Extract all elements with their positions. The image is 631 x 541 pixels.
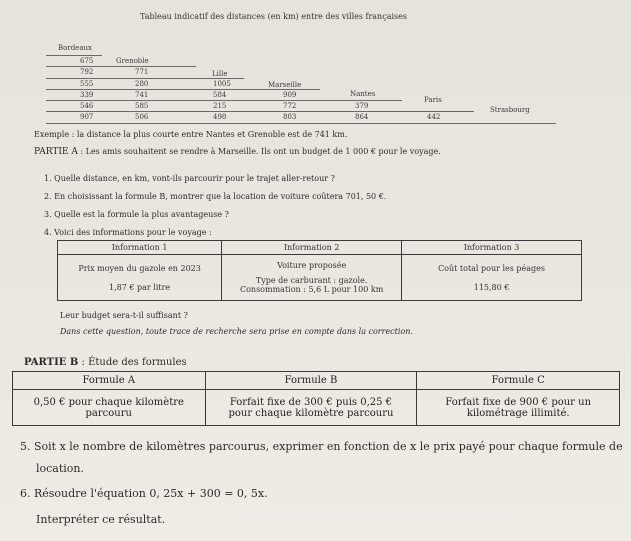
distance-cell: 675 bbox=[80, 57, 94, 65]
formula-c-cell bbox=[417, 390, 620, 426]
car-label: Voiture proposée bbox=[277, 261, 347, 270]
info-header: Information 2 bbox=[222, 241, 402, 255]
formula-c-line1: Forfait fixe de 900 € pour un bbox=[445, 396, 592, 408]
formula-table bbox=[12, 371, 620, 426]
city-label: Grenoble bbox=[116, 57, 149, 65]
formula-b-cell bbox=[205, 390, 417, 426]
part-a-label: PARTIE A bbox=[34, 147, 78, 157]
formula-b-line1: Forfait fixe de 300 € puis 0,25 € bbox=[229, 396, 393, 408]
distance-cell: 772 bbox=[283, 102, 297, 110]
distance-cell: 741 bbox=[135, 91, 149, 99]
city-label: Strasbourg bbox=[490, 106, 530, 114]
budget-question: Leur budget sera-t-il suffisant ? bbox=[60, 311, 188, 320]
fuel-price-value: 1,87 € par litre bbox=[109, 282, 171, 292]
part-a-intro bbox=[34, 147, 441, 157]
info-cell bbox=[402, 255, 582, 301]
part-b-heading bbox=[24, 357, 187, 368]
city-label: Nantes bbox=[350, 90, 376, 98]
question-6: 6. Résoudre l'équation 0, 25x + 300 = 0, 5x. bbox=[20, 487, 268, 500]
distance-cell: 442 bbox=[427, 113, 441, 121]
formula-b-line2: pour chaque kilomètre parcouru bbox=[228, 407, 394, 419]
distance-cell: 498 bbox=[213, 113, 227, 121]
distance-cell: 584 bbox=[213, 91, 227, 99]
distance-cell: 792 bbox=[80, 68, 94, 76]
formula-header: Formule C bbox=[417, 372, 620, 390]
city-label: Paris bbox=[424, 96, 442, 104]
city-label: Lille bbox=[212, 70, 228, 78]
fuel-type: Type de carburant : gazole. bbox=[255, 276, 368, 285]
part-b-title: : Étude des formules bbox=[78, 357, 187, 368]
question-4: 4. Voici des informations pour le voyage : bbox=[44, 228, 212, 237]
distance-cell: 280 bbox=[135, 80, 149, 88]
example-text: Exemple : la distance la plus courte entre Nantes et Grenoble est de 741 km. bbox=[34, 130, 348, 139]
formula-header: Formule A bbox=[13, 372, 206, 390]
distance-cell: 864 bbox=[355, 113, 369, 121]
info-table bbox=[57, 240, 582, 301]
formula-a-line2: parcouru bbox=[85, 407, 132, 419]
question-6-interpret: Interpréter ce résultat. bbox=[36, 513, 166, 526]
tolls-label: Coût total pour les péages bbox=[438, 263, 546, 273]
formula-a-cell bbox=[13, 390, 206, 426]
distance-cell: 771 bbox=[135, 68, 149, 76]
formula-a-line1: 0,50 € pour chaque kilomètre bbox=[33, 396, 184, 408]
question-1: 1. Quelle distance, en km, vont-ils parcourir pour le trajet aller-retour ? bbox=[44, 174, 335, 183]
question-5-cont: location. bbox=[36, 462, 85, 475]
distance-cell: 546 bbox=[80, 102, 94, 110]
formula-header: Formule B bbox=[205, 372, 417, 390]
part-b-label: PARTIE B bbox=[24, 357, 79, 368]
correction-note: Dans cette question, toute trace de recherche sera prise en compte dans la correction. bbox=[60, 327, 413, 336]
distance-cell: 907 bbox=[80, 113, 94, 121]
info-header: Information 3 bbox=[402, 241, 582, 255]
fuel-price-label: Prix moyen du gazole en 2023 bbox=[78, 263, 201, 273]
info-cell bbox=[58, 255, 222, 301]
distance-cell: 803 bbox=[283, 113, 297, 121]
distance-table-title: Tableau indicatif des distances (en km) entre des villes françaises bbox=[140, 12, 407, 21]
formula-c-line2: kilométrage illimité. bbox=[466, 407, 570, 419]
question-5: 5. Soit x le nombre de kilomètres parcourus, exprimer en fonction de x le prix payé pour chaque formule de bbox=[20, 440, 623, 453]
distance-cell: 555 bbox=[80, 80, 94, 88]
tolls-value: 115,80 € bbox=[473, 282, 510, 292]
consumption: Consommation : 5,6 L pour 100 km bbox=[239, 285, 384, 294]
distance-cell: 1005 bbox=[213, 80, 231, 88]
city-label: Marseille bbox=[268, 81, 302, 89]
question-2: 2. En choisissant la formule B, montrer que la location de voiture coûtera 701, 50 €. bbox=[44, 192, 387, 201]
distance-cell: 909 bbox=[283, 91, 297, 99]
city-label: Bordeaux bbox=[58, 44, 92, 52]
question-3: 3. Quelle est la formule la plus avantageuse ? bbox=[44, 210, 229, 219]
distance-cell: 379 bbox=[355, 102, 369, 110]
distance-cell: 585 bbox=[135, 102, 149, 110]
part-a-intro-text: : Les amis souhaitent se rendre à Marseille. Ils ont un budget de 1 000 € pour le voyage. bbox=[77, 147, 441, 156]
info-header: Information 1 bbox=[58, 241, 222, 255]
distance-cell: 339 bbox=[80, 91, 94, 99]
distance-cell: 506 bbox=[135, 113, 149, 121]
info-cell bbox=[222, 255, 402, 301]
distance-cell: 215 bbox=[213, 102, 227, 110]
